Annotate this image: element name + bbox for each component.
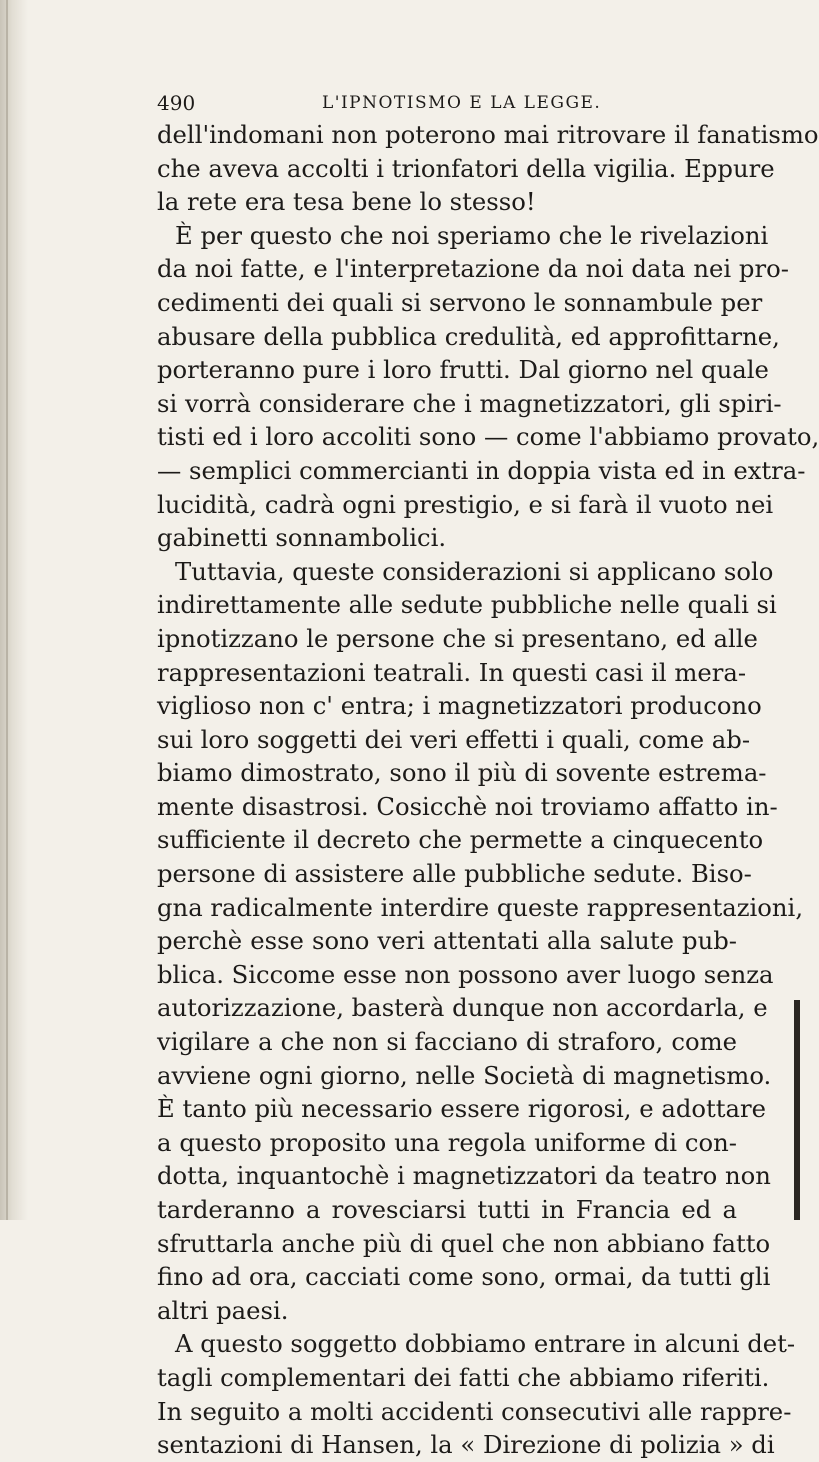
text-line: — semplici commercianti in doppia vista ed in extra-	[157, 455, 806, 485]
text-line: dell'indomani non poterono mai ritrovare il fanatismo	[157, 120, 819, 149]
text-line: rappresentazioni teatrali. In questi casi il mera-	[157, 657, 747, 687]
text-line: altri paesi.	[157, 1295, 289, 1325]
text-line: avviene ogni giorno, nelle Società di magnetismo.	[157, 1060, 772, 1090]
text-line: ipnotizzano le persone che si presentano, ed alle	[157, 623, 758, 653]
text-line: sentazioni di Hansen, la « Direzione di polizia » di	[157, 1430, 775, 1460]
body-text	[157, 118, 819, 1462]
text-line: fino ad ora, cacciati come sono, ormai, da tutti gli	[157, 1262, 771, 1292]
text-line: a questo proposito una regola uniforme di con-	[157, 1127, 737, 1157]
gutter-shadow-line	[6, 0, 8, 1220]
text-line: A questo soggetto dobbiamo entrare in alcuni det-	[175, 1329, 796, 1359]
running-head	[157, 88, 737, 118]
text-line: tagli complementari dei fatti che abbiamo riferiti.	[157, 1362, 770, 1392]
running-title: L'IPNOTISMO E LA LEGGE.	[322, 93, 602, 113]
text-line: perchè esse sono veri attentati alla salute pub-	[157, 926, 737, 956]
page-edge-mark	[794, 1000, 800, 1220]
text-line: lucidità, cadrà ogni prestigio, e si farà il vuoto nei	[157, 489, 774, 519]
text-line: viglioso non c' entra; i magnetizzatori producono	[157, 691, 762, 721]
text-line: persone di assistere alle pubbliche sedute. Biso-	[157, 859, 752, 889]
text-line: vigilare a che non si facciano di straforo, come	[157, 1027, 737, 1057]
text-line: blica. Siccome esse non possono aver luogo senza	[157, 959, 774, 989]
text-line: È per questo che noi speriamo che le rivelazioni	[175, 220, 769, 250]
text-line: porteranno pure i loro frutti. Dal giorno nel quale	[157, 355, 769, 385]
text-line: In seguito a molti accidenti consecutivi alle rappre-	[157, 1396, 792, 1426]
book-gutter	[0, 0, 28, 1220]
text-line: dotta, inquantochè i magnetizzatori da teatro non	[157, 1161, 771, 1191]
text-line: da noi fatte, e l'interpretazione da noi data nei pro-	[157, 254, 789, 284]
text-line: abusare della pubblica credulità, ed approfittarne,	[157, 321, 780, 351]
text-line: sui loro soggetti dei veri effetti i quali, come ab-	[157, 724, 751, 754]
text-line: gna radicalmente interdire queste rappresentazioni,	[157, 892, 804, 922]
text-line: sufficiente il decreto che permette a cinquecento	[157, 825, 764, 855]
text-line: gabinetti sonnambolici.	[157, 523, 447, 553]
text-line: indirettamente alle sedute pubbliche nelle quali si	[157, 590, 777, 620]
text-line: biamo dimostrato, sono il più di sovente estrema-	[157, 758, 767, 788]
book-page	[157, 88, 819, 1462]
text-line: sfruttarla anche più di quel che non abbiano fatto	[157, 1228, 771, 1258]
page-number: 490	[157, 91, 196, 115]
text-line: È tanto più necessario essere rigorosi, e adottare	[157, 1094, 767, 1124]
text-line: tarderanno a rovesciarsi tutti in Francia ed a	[157, 1195, 737, 1224]
text-line: autorizzazione, basterà dunque non accordarla, e	[157, 993, 768, 1023]
text-line: cedimenti dei quali si servono le sonnambule per	[157, 287, 763, 317]
text-line: la rete era tesa bene lo stesso!	[157, 187, 536, 217]
text-line: Tuttavia, queste considerazioni si applicano solo	[175, 556, 774, 586]
text-line: che aveva accolti i trionfatori della vigilia. Eppure	[157, 153, 775, 183]
text-line: si vorrà considerare che i magnetizzatori, gli spiri-	[157, 388, 782, 418]
text-line: tisti ed i loro accoliti sono — come l'abbiamo provato,	[157, 422, 819, 452]
text-line: mente disastrosi. Cosicchè noi troviamo affatto in-	[157, 791, 778, 821]
